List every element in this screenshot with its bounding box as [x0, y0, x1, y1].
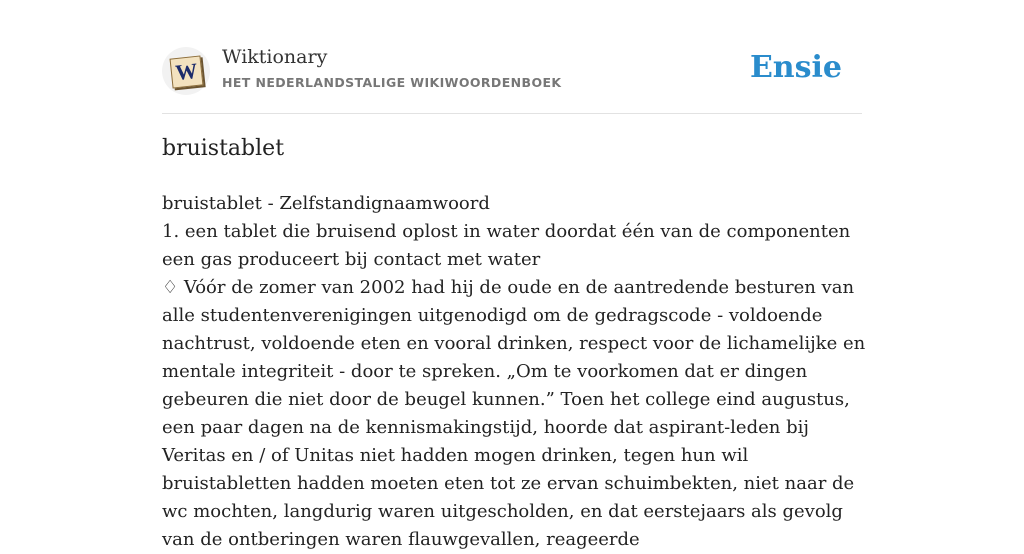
- entry-example: ♢ Vóór de zomer van 2002 had hij de oude en de aantredende besturen van alle studentenverenigingen uitgenodigd om de gedragscode - voldoende nachtrust, voldoende eten en vooral drinken, respect voor de lichamelijke en mentale integriteit - door te spreken. „Om te voorkomen dat er dingen gebeuren die niet door de beugel kunnen.” Toen het college eind augustus, een paar dagen na de kennismakingstijd, hoorde dat aspirant-leden bij Veritas en / of Unitas niet hadden mogen drinken, tegen hun wil bruistabletten hadden moeten eten tot ze ervan schuimbekten, niet naar de wc mochten, langdurig waren uitgescholden, en dat eerstejaars als gevolg van de ontberingen waren flauwgevallen, reageerde: [162, 277, 866, 550]
- entry-content: [162, 190, 867, 554]
- site-subtitle: HET NEDERLANDSTALIGE WIKIWOORDENBOEK: [222, 75, 562, 90]
- logo-tile-icon: [170, 55, 204, 88]
- entry-heading-line: bruistablet - Zelfstandignaamwoord: [162, 193, 490, 214]
- page-title: bruistablet: [162, 136, 285, 161]
- ensie-brand-logo[interactable]: Ensie: [749, 50, 842, 85]
- site-header: [162, 40, 862, 114]
- site-name[interactable]: Wiktionary: [222, 46, 328, 68]
- wiktionary-logo[interactable]: [162, 47, 210, 95]
- entry-definition: 1. een tablet die bruisend oplost in water doordat één van de componenten een gas produceert bij contact met water: [162, 221, 851, 270]
- logo-letter: W: [174, 57, 199, 86]
